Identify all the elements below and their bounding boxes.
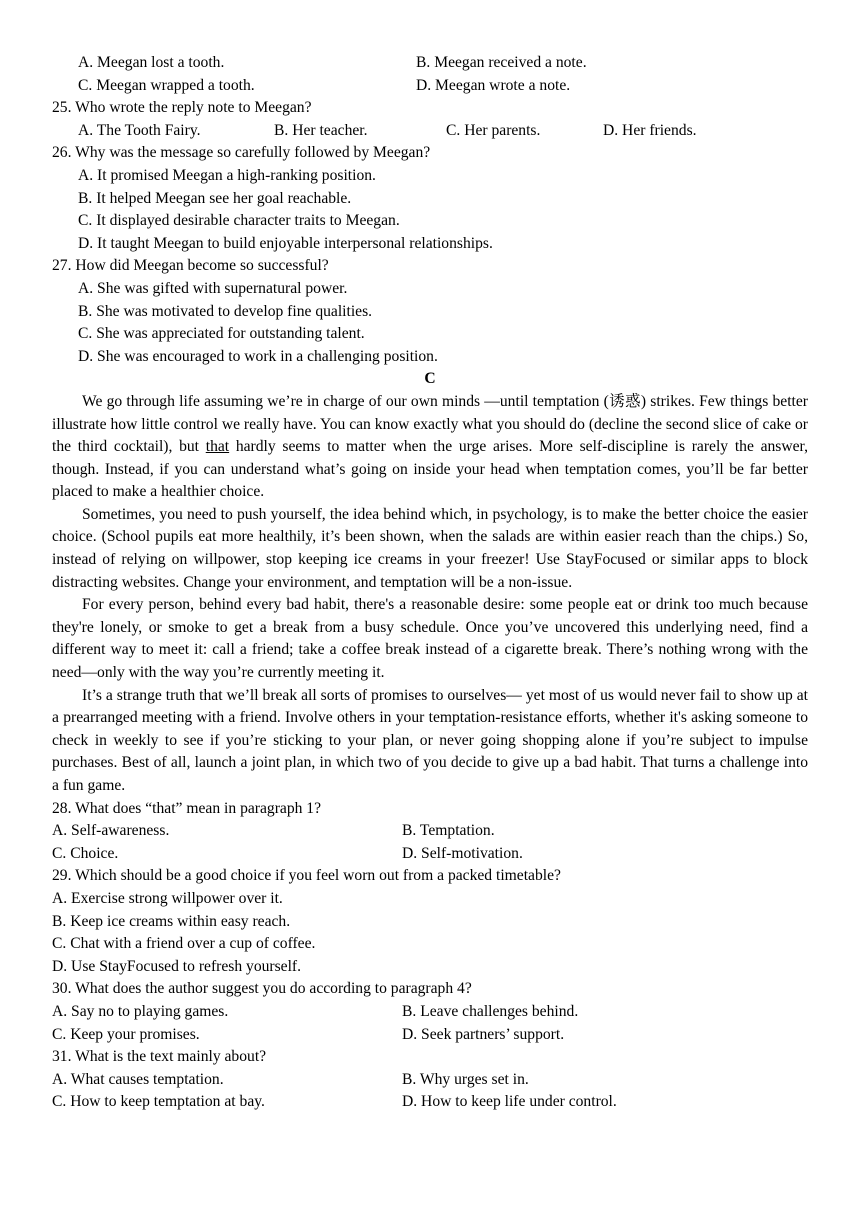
q25-option-b: B. Her teacher. bbox=[274, 121, 368, 139]
q24-option-d: D. Meegan wrote a note. bbox=[416, 76, 571, 94]
q30-options-row-1 bbox=[52, 1001, 808, 1024]
q28-option-a: A. Self-awareness. bbox=[52, 822, 170, 840]
q29-option-d: D. Use StayFocused to refresh yourself. bbox=[52, 957, 302, 975]
q28-options-row-2 bbox=[52, 843, 808, 866]
q31-option-b: B. Why urges set in. bbox=[402, 1070, 529, 1088]
passage-paragraph-1 bbox=[52, 391, 808, 504]
q30-option-c: C. Keep your promises. bbox=[52, 1025, 200, 1043]
q31-option-d: D. How to keep life under control. bbox=[402, 1093, 617, 1111]
paragraph-1-text-end: hardly seems to matter when the urge arises. More self-discipline is rarely the answer, though. Instead, if you can understand what’s going on inside your head when temptation comes, you’ll be far better placed to make a healthier choice. bbox=[52, 438, 809, 501]
q26-option-a: A. It promised Meegan a high-ranking position. bbox=[78, 166, 376, 184]
q24-option-a: A. Meegan lost a tooth. bbox=[78, 54, 225, 71]
q27-option-c: C. She was appreciated for outstanding talent. bbox=[78, 325, 365, 343]
q24-options-row-2 bbox=[52, 75, 808, 98]
underlined-word-that: that bbox=[205, 438, 230, 456]
q29-option-b: B. Keep ice creams within easy reach. bbox=[52, 912, 291, 930]
passage-title: C bbox=[424, 370, 436, 388]
q26-option-b: B. It helped Meegan see her goal reachable. bbox=[78, 189, 352, 207]
q27-option-d: D. She was encouraged to work in a challenging position. bbox=[78, 347, 438, 365]
q31-options-row-1 bbox=[52, 1069, 808, 1092]
q27-option-b: B. She was motivated to develop fine qualities. bbox=[78, 302, 373, 320]
q31-question: 31. What is the text mainly about? bbox=[52, 1048, 267, 1066]
q26-question: 26. Why was the message so carefully followed by Meegan? bbox=[52, 144, 431, 162]
q27-option-a: A. She was gifted with supernatural power. bbox=[78, 279, 348, 297]
q25-option-c: C. Her parents. bbox=[446, 121, 541, 139]
q25-option-d: D. Her friends. bbox=[603, 121, 697, 139]
q30-question: 30. What does the author suggest you do according to paragraph 4? bbox=[52, 980, 472, 998]
q28-question: 28. What does “that” mean in paragraph 1? bbox=[52, 799, 322, 817]
q30-option-a: A. Say no to playing games. bbox=[52, 1002, 229, 1020]
q25-question: 25. Who wrote the reply note to Meegan? bbox=[52, 99, 312, 117]
q29-question: 29. Which should be a good choice if you feel worn out from a packed timetable? bbox=[52, 867, 561, 885]
q25-option-a: A. The Tooth Fairy. bbox=[78, 121, 201, 139]
q26-option-c: C. It displayed desirable character traits to Meegan. bbox=[78, 212, 400, 230]
q31-option-a: A. What causes temptation. bbox=[52, 1070, 224, 1088]
q24-option-b: B. Meegan received a note. bbox=[416, 54, 587, 71]
q27-question: 27. How did Meegan become so successful? bbox=[52, 257, 329, 275]
q28-option-d: D. Self-motivation. bbox=[402, 844, 523, 862]
passage-paragraph-3: For every person, behind every bad habit, there's a reasonable desire: some people eat or drink too much because they're lonely, or smoke to get a break from a busy schedule. Once you’ve uncovered this underlying need, find a different way to meet it: call a friend; take a coffee break instead of a cigarette break. There’s nothing wrong with the need—only with the way you’re currently meeting it. bbox=[52, 596, 808, 682]
q24-options-row-1 bbox=[52, 52, 808, 75]
q30-option-d: D. Seek partners’ support. bbox=[402, 1025, 565, 1043]
q31-option-c: C. How to keep temptation at bay. bbox=[52, 1093, 265, 1111]
q28-option-b: B. Temptation. bbox=[402, 822, 495, 840]
q28-option-c: C. Choice. bbox=[52, 844, 119, 862]
q28-options-row-1 bbox=[52, 820, 808, 843]
q31-options-row-2 bbox=[52, 1091, 808, 1114]
paragraph-1-text-start: We go through life assuming we’re in charge of our own minds —until temptation (诱惑) strikes. Few things better illustrate how little control we really have. You can know exactly what you should do (decline the second slice of cake or the third cocktail), but bbox=[52, 392, 808, 456]
q24-option-c: C. Meegan wrapped a tooth. bbox=[78, 76, 255, 94]
q30-options-row-2 bbox=[52, 1024, 808, 1047]
passage-paragraph-4: It’s a strange truth that we’ll break all sorts of promises to ourselves— yet most of us would never fail to show up at a prearranged meeting with a friend. Involve others in your temptation-resistance efforts, whether it's asking someone to check in weekly to see if you’re sticking to your plan, or never going shopping alone if you’re subject to impulse purchases. Best of all, launch a joint plan, in which two of you decide to give up a bad habit. That turns a challenge into a fun game. bbox=[52, 686, 808, 794]
passage-paragraph-2: Sometimes, you need to push yourself, the idea behind which, in psychology, is to make the better choice the easier choice. (School pupils eat more healthily, it’s been shown, when the salads are within easier reach than the chips.) So, instead of relying on willpower, stop keeping ice creams in your freezer! Use StayFocused or similar apps to block distracting websites. Change your environment, and temptation will be a non-issue. bbox=[52, 505, 808, 591]
q29-option-c: C. Chat with a friend over a cup of coffee. bbox=[52, 935, 316, 953]
q30-option-b: B. Leave challenges behind. bbox=[402, 1002, 579, 1020]
q25-options-row bbox=[52, 120, 808, 143]
q29-option-a: A. Exercise strong willpower over it. bbox=[52, 889, 283, 907]
q26-option-d: D. It taught Meegan to build enjoyable interpersonal relationships. bbox=[78, 234, 493, 252]
